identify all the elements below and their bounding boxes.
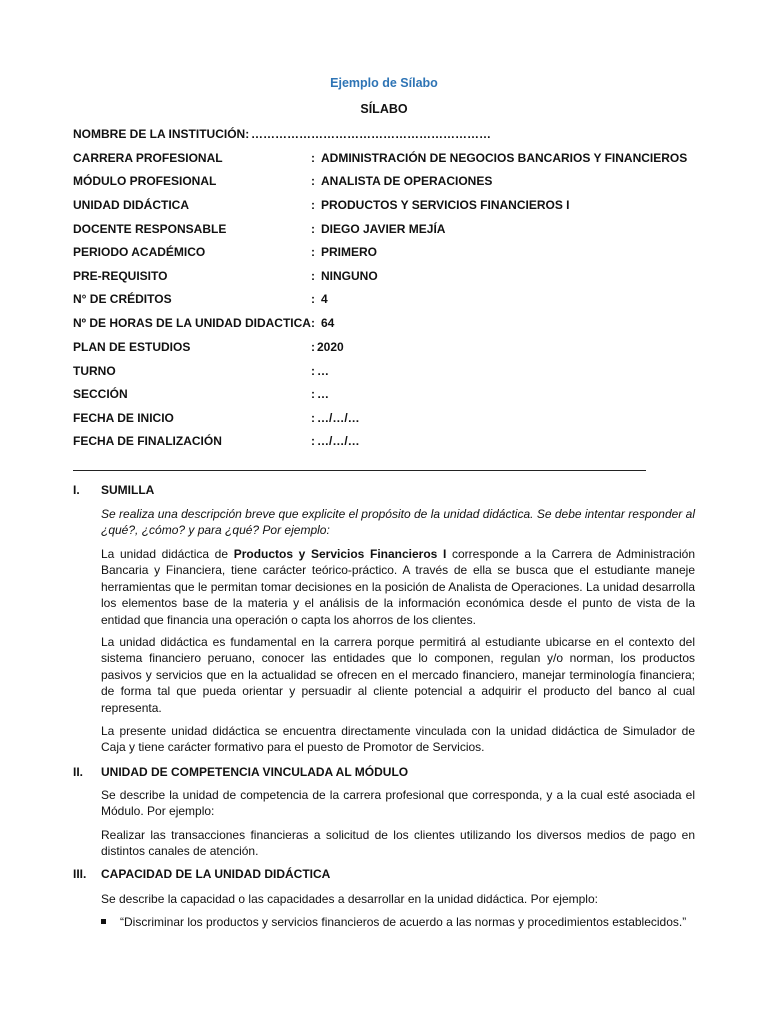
info-value: DIEGO JAVIER MEJÍA [321,222,446,236]
info-separator: : [311,340,315,354]
info-value: NINGUNO [321,269,378,283]
info-separator: : [311,151,315,165]
section-title: CAPACIDAD DE LA UNIDAD DIDÁCTICA [101,867,331,881]
document-title: Ejemplo de Sílabo [330,76,438,90]
info-label: CARRERA PROFESIONAL [73,151,223,165]
info-label: TURNO [73,364,116,378]
info-separator: : [311,269,315,283]
info-label: NOMBRE DE LA INSTITUCIÓN: [73,127,250,141]
info-label: PERIODO ACADÉMICO [73,245,206,259]
info-separator: : [311,222,315,236]
info-value: ADMINISTRACIÓN DE NEGOCIOS BANCARIOS Y FINANCIEROS [321,151,688,165]
info-value: …/…/… [317,411,360,425]
info-value: 64 [321,316,335,330]
document-subtitle: SÍLABO [360,102,408,116]
text-run: corresponde a la Carrera de Administración Bancaria y Financiera, tiene carácter teórico-práctico. A través de ella se busca que el estudiante maneje herramientas que le permitan tomar decisiones en la posición de Analista de Operaciones. La unidad desarrolla los elementos base de la materia y el análisis de la información económica desde el punto de vista de la entidad que financia una operación o capta los ahorros de los clientes. [101,547,695,627]
info-separator: : [311,198,315,212]
info-label: Nº DE HORAS DE LA UNIDAD DIDACTICA: [73,316,315,330]
info-label: SECCIÓN [73,387,128,401]
info-label: N° DE CRÉDITOS [73,292,172,306]
competencia-paragraph-1: Se describe la unidad de competencia de la carrera profesional que corresponda, y a la cual esté asociada el Módulo. Por ejemplo: [101,788,695,819]
info-label: UNIDAD DIDÁCTICA [73,198,189,212]
info-value: …/…/… [317,434,360,448]
info-separator: : [311,387,315,401]
info-value: PRODUCTOS Y SERVICIOS FINANCIEROS I [321,198,570,212]
info-separator: : [311,434,315,448]
section-number: II. [73,765,84,779]
info-label: PRE-REQUISITO [73,269,168,283]
info-separator: : [311,245,315,259]
sumilla-paragraph-2: La unidad didáctica es fundamental en la carrera porque permitirá al estudiante ubicarse en el contexto del sistema financiero peruano, conocer las entidades que lo componen, regulan y/o norman, los productos pasivos y servicios que en la actualidad se ofrecen en el mercado financiero, manejar terminología financiera; de forma tal que pueda orientar y persuadir al cliente potencial a adquirir el producto del banco al cual representa. [101,635,695,715]
info-separator: : [311,364,315,378]
sumilla-paragraph-3: La presente unidad didáctica se encuentra directamente vinculada con la unidad didáctica de Simulador de Caja y tiene carácter formativo para el puesto de Promotor de Servicios. [101,724,695,755]
capacidad-paragraph-1: Se describe la capacidad o las capacidades a desarrollar en la unidad didáctica. Por ejemplo: [101,892,598,906]
sumilla-paragraph-1 [101,546,695,628]
bullet-text: “Discriminar los productos y servicios financieros de acuerdo a las normas y procedimientos establecidos.” [120,915,687,929]
section-title: UNIDAD DE COMPETENCIA VINCULADA AL MÓDULO [101,765,409,779]
info-separator: : [311,174,315,188]
sumilla-instructions: Se realiza una descripción breve que explicite el propósito de la unidad didáctica. Se debe intentar responder al ¿qué?, ¿cómo? y para ¿qué? Por ejemplo: [101,507,695,538]
info-value: …………………………………………………… [251,127,491,141]
competencia-paragraph-2: Realizar las transacciones financieras a solicitud de los clientes utilizando los diversos medios de pago en distintos canales de atención. [101,828,695,859]
section-number: III. [73,867,87,881]
info-value: PRIMERO [321,245,378,259]
section-number: I. [73,483,80,497]
info-label: FECHA DE FINALIZACIÓN [73,434,222,448]
info-value: … [317,364,329,378]
info-separator: : [311,292,315,306]
info-label: DOCENTE RESPONSABLE [73,222,227,236]
info-label: MÓDULO PROFESIONAL [73,174,217,188]
info-value: 4 [321,292,328,306]
text-run-bold: Productos y Servicios Financieros I [233,547,447,561]
info-value: … [317,387,329,401]
info-value: 2020 [317,340,344,354]
square-bullet-icon [101,919,106,924]
section-title: SUMILLA [101,483,155,497]
info-label: FECHA DE INICIO [73,411,174,425]
info-value: ANALISTA DE OPERACIONES [321,174,493,188]
text-run: La unidad didáctica de [101,547,234,561]
info-separator: : [311,411,315,425]
info-label: PLAN DE ESTUDIOS [73,340,191,354]
horizontal-divider [73,470,646,471]
